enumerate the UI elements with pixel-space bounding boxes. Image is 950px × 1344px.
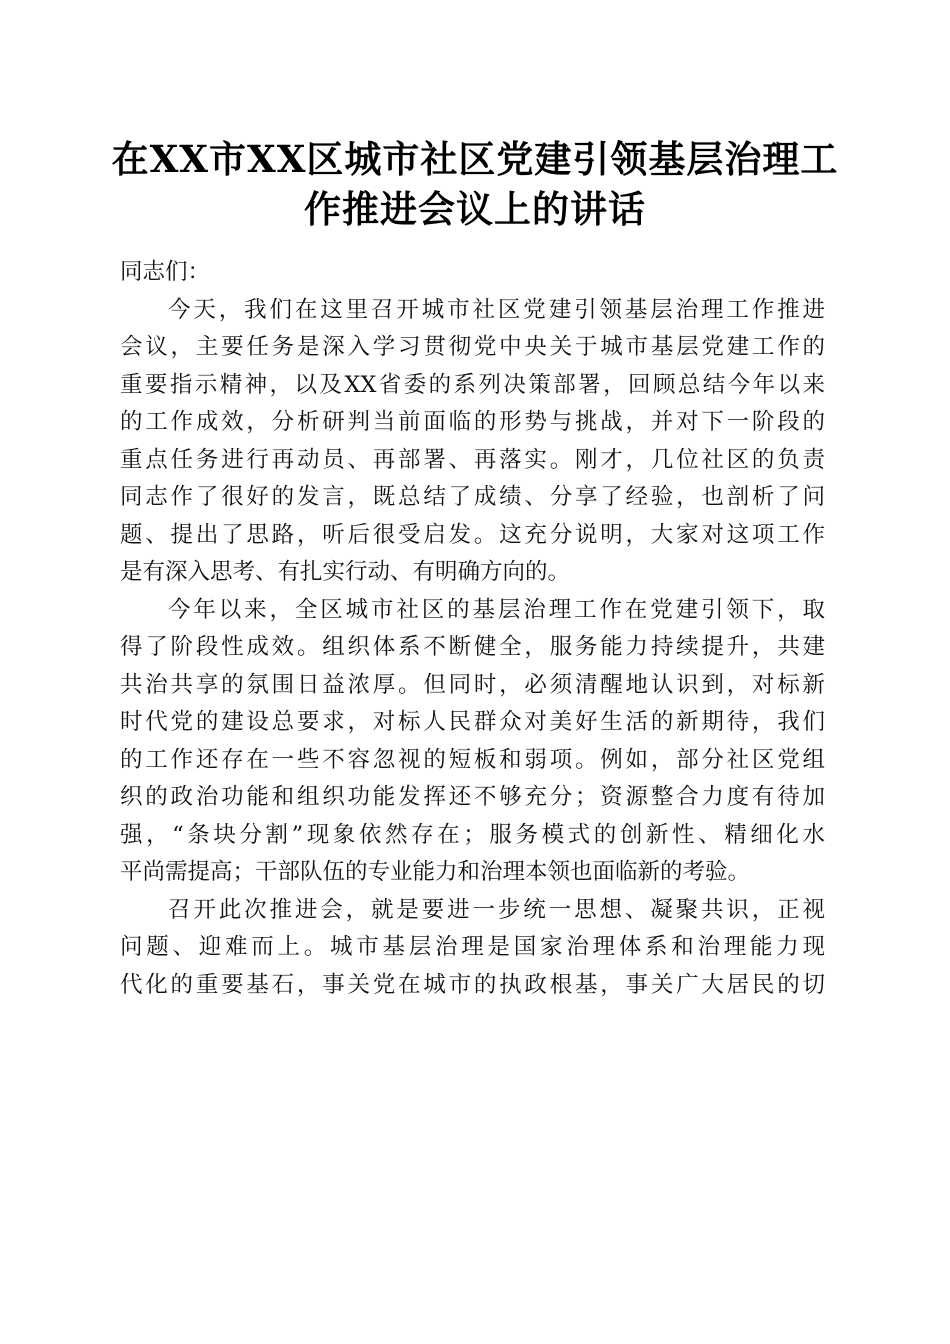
text-line: 召开此次推进会，就是要进一步统一思想、凝聚共识，正视 [168, 896, 825, 923]
salutation: 同志们： [120, 259, 211, 285]
title-line: 作推进会议上的讲话 [304, 187, 646, 231]
text-line: 平尚需提高；干部队伍的专业能力和治理本领也面临新的考验。 [120, 859, 751, 885]
text-line: 时代党的建设总要求，对标人民群众对美好生活的新期待，我们 [120, 709, 825, 735]
text-line: 的工作成效，分析研判当前面临的形势与挑战，并对下一阶段的 [120, 409, 825, 435]
text-line: 题、提出了思路，听后很受启发。这充分说明，大家对这项工作 [120, 521, 825, 548]
text-line: 代化的重要基石，事关党在城市的执政根基，事关广大居民的切 [120, 971, 825, 998]
text-line: 强，“条块分割”现象依然存在；服务模式的创新性、精细化水 [120, 821, 825, 848]
paragraph-1 [120, 292, 825, 592]
text-line: 得了阶段性成效。组织体系不断健全，服务能力持续提升，共建 [120, 634, 825, 660]
text-line: 重要指示精神，以及XX省委的系列决策部署，回顾总结今年以来 [120, 371, 825, 398]
text-line: 问题、迎难而上。城市基层治理是国家治理体系和治理能力现 [120, 934, 825, 960]
text-line: 今年以来，全区城市社区的基层治理工作在党建引领下，取 [168, 596, 825, 623]
title-line: 在XX市XX区城市社区党建引领基层治理工 [111, 137, 839, 181]
document-body [120, 254, 825, 1004]
paragraph-3 [120, 892, 825, 1005]
text-line: 的工作还存在一些不容忽视的短板和弱项。例如，部分社区党组 [120, 746, 825, 773]
text-line: 是有深入思考、有扎实行动、有明确方向的。 [120, 559, 571, 585]
text-line: 重点任务进行再动员、再部署、再落实。刚才，几位社区的负责 [120, 446, 825, 473]
text-line: 今天，我们在这里召开城市社区党建引领基层治理工作推进 [168, 296, 825, 323]
paragraph-2 [120, 592, 825, 892]
text-line: 同志作了很好的发言，既总结了成绩、分享了经验，也剖析了问 [120, 484, 825, 510]
text-line: 共治共享的氛围日益浓厚。但同时，必须清醒地认识到，对标新 [120, 671, 825, 698]
text-line: 织的政治功能和组织功能发挥还不够充分；资源整合力度有待加 [120, 784, 825, 810]
text-line: 会议，主要任务是深入学习贯彻党中央关于城市基层党建工作的 [120, 334, 825, 360]
document-title [110, 134, 840, 234]
